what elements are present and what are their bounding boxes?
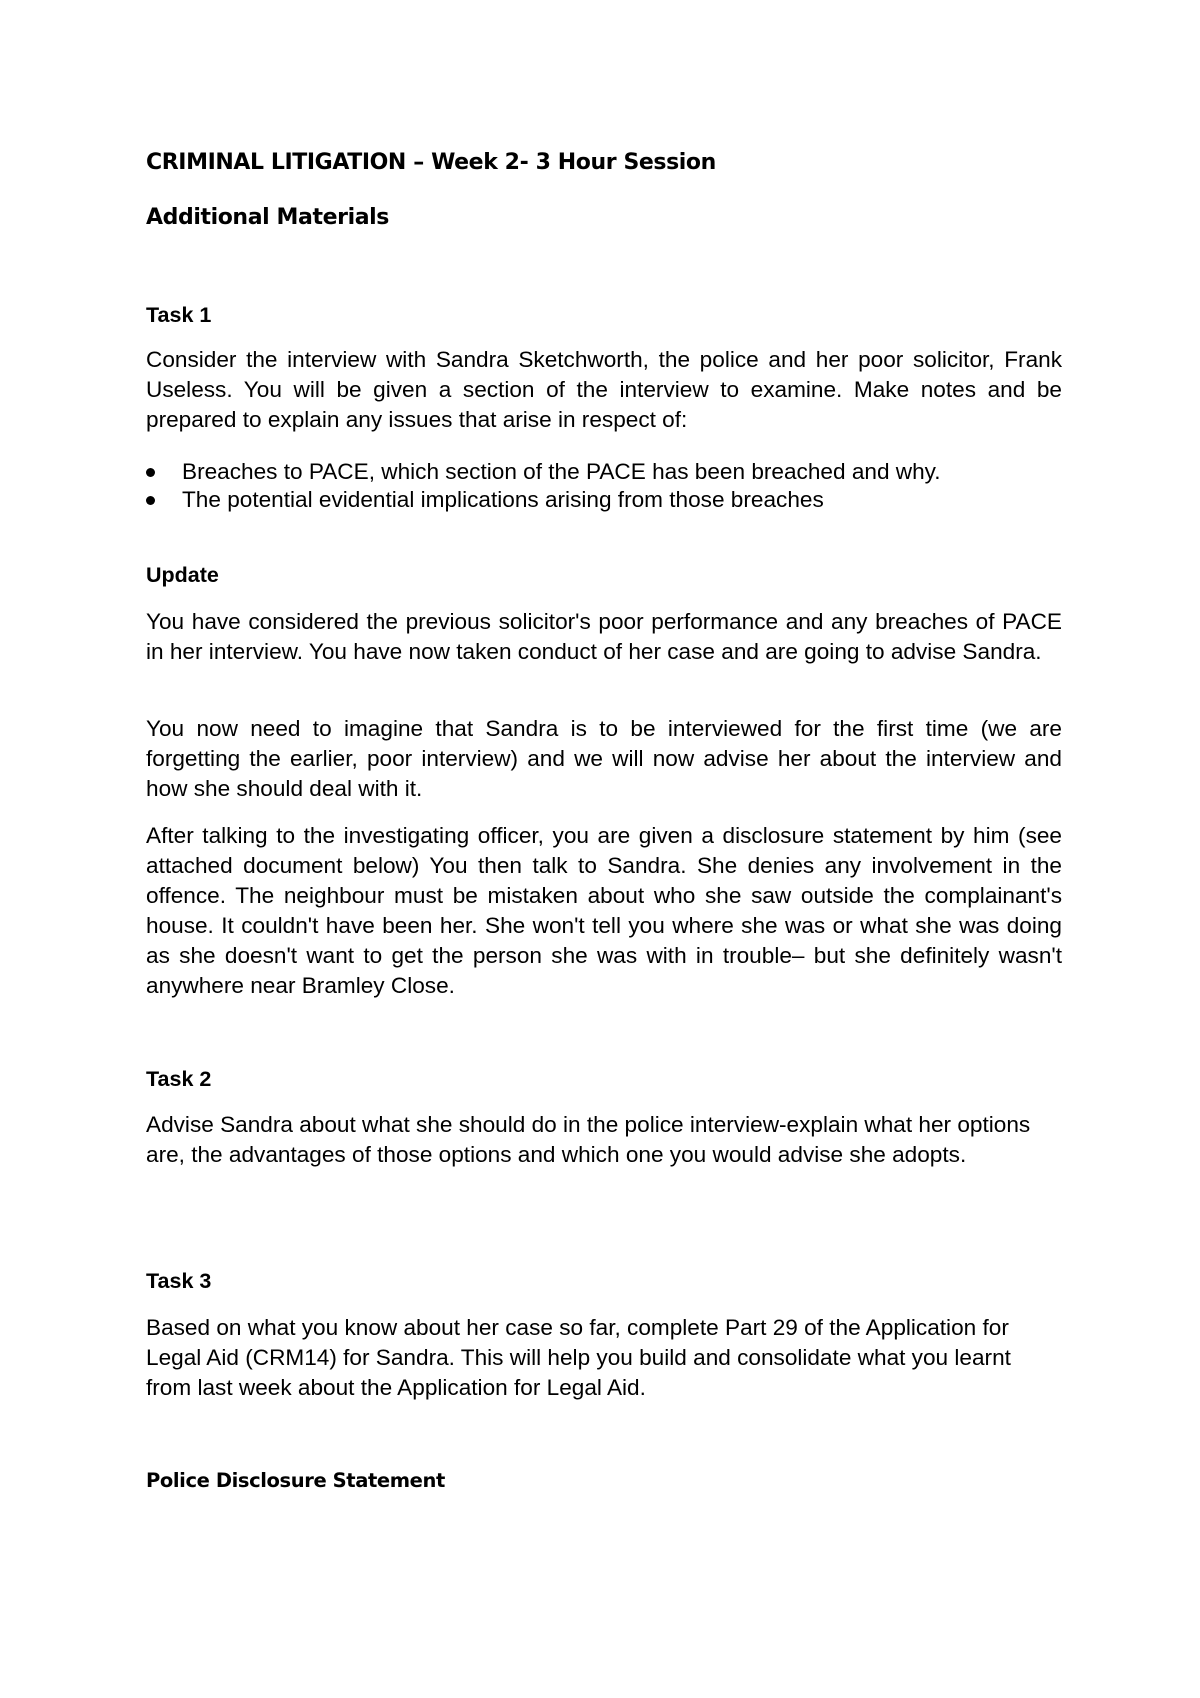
bullet-icon	[146, 468, 155, 477]
list-item	[146, 458, 941, 486]
task2-heading: Task 2	[146, 1067, 212, 1091]
document-subtitle: Additional Materials	[146, 205, 389, 230]
task2-paragraph: Advise Sandra about what she should do in the police interview-explain what her options are, the advantages of those options and which one you would advise she adopts.	[146, 1112, 1031, 1167]
update-paragraph-3: After talking to the investigating officer, you are given a disclosure statement by him (see attached document below) You then talk to Sandra. She denies any involvement in the offence. The neighbour must be mistaken about who she saw outside the complainant's house. It couldn't have been her. She won't tell you where she was or what she was doing as she doesn't want to get the person she was with in trouble– but she definitely wasn't anywhere near Bramley Close.	[146, 823, 1062, 998]
police-disclosure-heading: Police Disclosure Statement	[146, 1469, 445, 1492]
task1-heading: Task 1	[146, 303, 212, 327]
bullet-icon	[146, 496, 155, 505]
update-paragraph-2: You now need to imagine that Sandra is to be interviewed for the first time (we are forgetting the earlier, poor interview) and we will now advise her about the interview and how she should deal with it.	[146, 716, 1062, 801]
task1-paragraph: Consider the interview with Sandra Sketchworth, the police and her poor solicitor, Frank Useless. You will be given a section of the interview to examine. Make notes and be prepared to explain any issues that arise in respect of:	[146, 347, 1062, 432]
bullet-text: Breaches to PACE, which section of the PACE has been breached and why.	[182, 459, 941, 484]
task3-paragraph: Based on what you know about her case so far, complete Part 29 of the Application for Legal Aid (CRM14) for Sandra. This will help you build and consolidate what you learnt from last week about the Application for Legal Aid.	[146, 1315, 1011, 1400]
task1-bullet-list	[146, 458, 941, 514]
update-heading: Update	[146, 563, 219, 587]
list-item	[146, 486, 941, 514]
task3-heading: Task 3	[146, 1269, 212, 1293]
update-paragraph-1: You have considered the previous solicitor's poor performance and any breaches of PACE in her interview. You have now taken conduct of her case and are going to advise Sandra.	[146, 609, 1062, 664]
document-title: CRIMINAL LITIGATION – Week 2- 3 Hour Session	[146, 150, 716, 175]
bullet-text: The potential evidential implications arising from those breaches	[182, 487, 824, 512]
